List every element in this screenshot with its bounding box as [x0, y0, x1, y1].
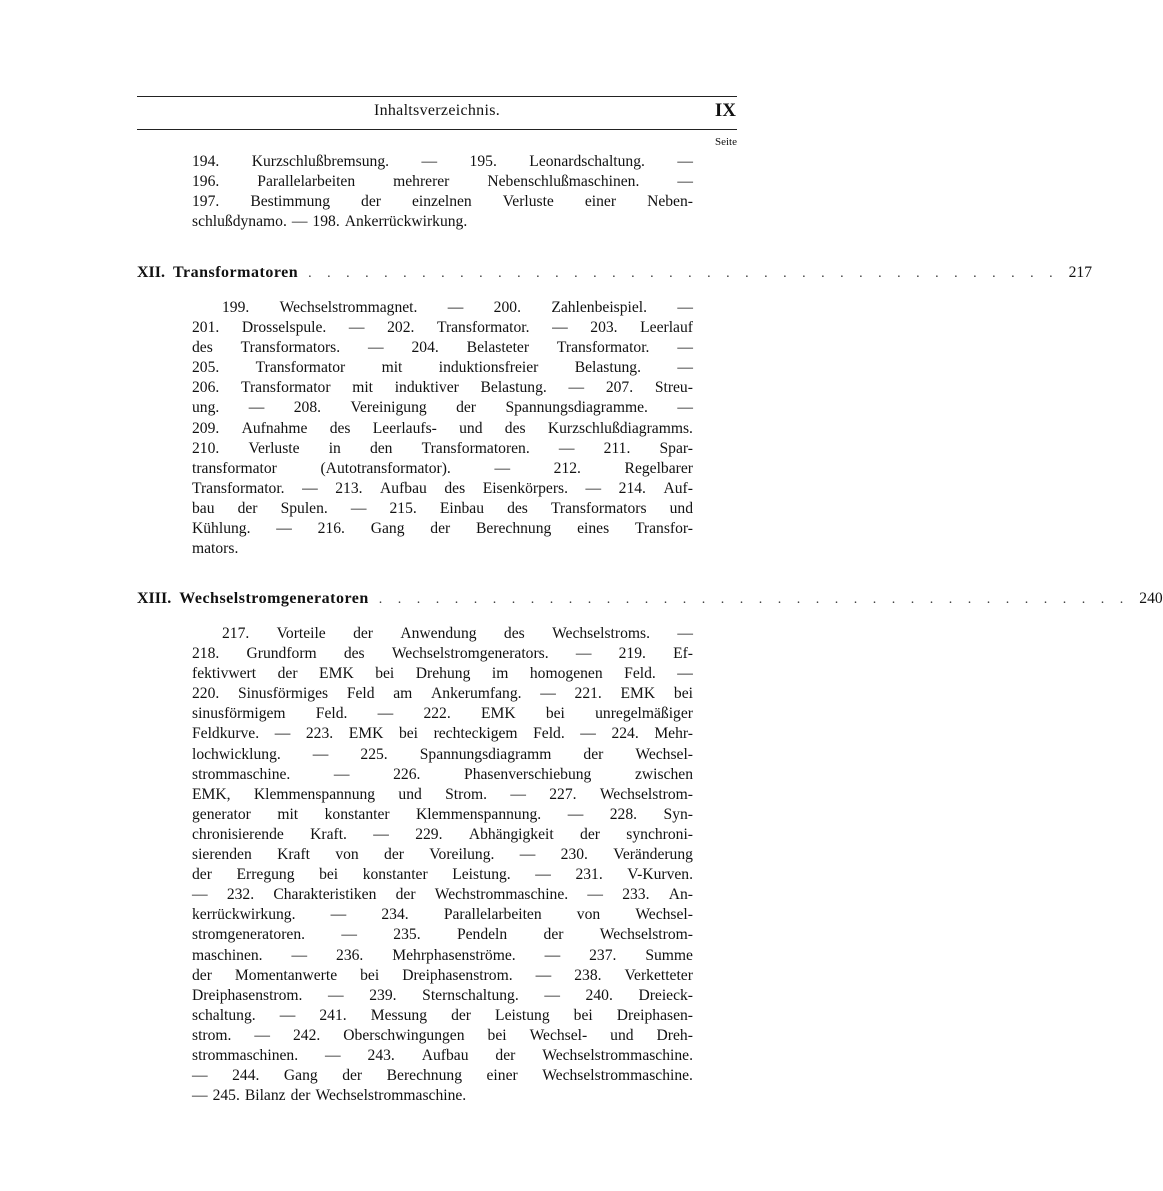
continued-paragraph — [192, 152, 693, 232]
text-line: sierenden Kraft von der Voreilung. — 230. Veränderung — [192, 846, 693, 864]
text-line: 220. Sinusförmiges Feld am Ankerumfang. — 221. EMK bei — [192, 685, 693, 703]
text-line: schaltung. — 241. Messung der Leistung bei Dreiphasen- — [192, 1006, 693, 1024]
text-line: transformator (Autotransformator). — 212. Regelbarer — [192, 459, 693, 477]
text-line: bau der Spulen. — 215. Einbau des Transformators und — [192, 499, 693, 517]
text-line: strommaschine. — 226. Phasenverschiebung zwischen — [192, 765, 693, 783]
text-line: 217. Vorteile der Anwendung des Wechselstroms. — — [222, 625, 693, 642]
text-line: 218. Grundform des Wechselstromgenerators. — 219. Ef- — [192, 645, 693, 663]
text-line: lochwicklung. — 225. Spannungsdiagramm der Wechsel- — [192, 745, 693, 763]
text-line: strommaschinen. — 243. Aufbau der Wechselstrommaschine. — [192, 1046, 693, 1064]
text-line: Feldkurve. — 223. EMK bei rechteckigem Feld. — 224. Mehr- — [192, 725, 693, 743]
text-line: 205. Transformator mit induktionsfreier Belastung. — — [192, 359, 693, 377]
section-page: 217 — [1068, 264, 1093, 281]
text-line: schlußdynamo. — 198. Ankerrückwirkung. — [192, 213, 468, 231]
section-xiii-contents — [192, 624, 693, 1106]
text-line: EMK, Klemmenspannung und Strom. — 227. Wechselstrom- — [192, 785, 693, 803]
text-line: kerrückwirkung. — 234. Parallelarbeiten von Wechsel- — [192, 906, 693, 924]
text-line: 209. Aufnahme des Leerlaufs- und des Kurzschlußdiagramms. — [192, 419, 693, 437]
leader-dots: . . . . . . . . . . . . . . . . . . . . . . . . . . . . . . . . . . . . . . . . — [378, 592, 1130, 607]
text-line: 210. Verluste in den Transformatoren. — 211. Spar- — [192, 439, 693, 457]
text-line: Dreiphasenstrom. — 239. Sternschaltung. — 240. Dreieck- — [192, 986, 693, 1004]
text-line: 194. Kurzschlußbremsung. — 195. Leonardschaltung. — — [192, 153, 693, 170]
text-line: 199. Wechselstrommagnet. — 200. Zahlenbeispiel. — — [222, 299, 693, 316]
text-line: Transformator. — 213. Aufbau des Eisenkörpers. — 214. Auf- — [192, 479, 693, 497]
section-xii-contents — [192, 298, 693, 559]
text-line: 201. Drosselspule. — 202. Transformator. — 203. Leerlauf — [192, 319, 693, 337]
section-title: Wechselstromgeneratoren — [179, 590, 369, 607]
section-page: 240 — [1139, 590, 1163, 607]
text-line: maschinen. — 236. Mehrphasenströme. — 237. Summe — [192, 946, 693, 964]
header-rule-bottom — [137, 129, 737, 130]
text-line: 206. Transformator mit induktiver Belastung. — 207. Streu- — [192, 379, 693, 397]
text-line: generator mit konstanter Klemmenspannung. — 228. Syn- — [192, 805, 693, 823]
text-line: — 232. Charakteristiken der Wechstrommaschine. — 233. An- — [192, 886, 693, 904]
running-head-page-number: IX — [714, 100, 736, 121]
text-line: stromgeneratoren. — 235. Pendeln der Wechselstrom- — [192, 926, 693, 944]
text-line: fektivwert der EMK bei Drehung im homogenen Feld. — — [192, 665, 693, 683]
column-label-seite: Seite — [715, 136, 737, 148]
text-line: — 245. Bilanz der Wechselstrommaschine. — [192, 1087, 467, 1105]
text-line: 196. Parallelarbeiten mehrerer Nebenschlußmaschinen. — — [192, 173, 693, 191]
text-line: der Momentanwerte bei Dreiphasenstrom. — 238. Verketteter — [192, 966, 693, 984]
section-title: Transformatoren — [173, 264, 299, 281]
text-line: Kühlung. — 216. Gang der Berechnung eines Transfor- — [192, 520, 693, 538]
text-line: chronisierende Kraft. — 229. Abhängigkeit der synchroni- — [192, 825, 693, 843]
text-line: 197. Bestimmung der einzelnen Verluste einer Neben- — [192, 193, 693, 211]
leader-dots: . . . . . . . . . . . . . . . . . . . . . . . . . . . . . . . . . . . . . . . . — [308, 266, 1059, 281]
header-rule-top — [137, 96, 737, 97]
section-number: XIII. — [137, 590, 172, 607]
text-line: — 244. Gang der Berechnung einer Wechselstrommaschine. — [192, 1067, 693, 1085]
text-line: des Transformators. — 204. Belasteter Transformator. — — [192, 339, 693, 357]
section-heading-xii — [137, 264, 1093, 286]
text-line: ung. — 208. Vereinigung der Spannungsdiagramme. — — [192, 399, 693, 417]
running-head-title: Inhaltsverzeichnis. — [373, 102, 501, 119]
text-line: sinusförmigem Feld. — 222. EMK bei unregelmäßiger — [192, 705, 693, 723]
text-line: strom. — 242. Oberschwingungen bei Wechsel- und Dreh- — [192, 1026, 693, 1044]
text-line: mators. — [192, 540, 239, 558]
section-number: XII. — [137, 264, 166, 281]
section-heading-xiii — [137, 590, 1163, 612]
text-line: der Erregung bei konstanter Leistung. — 231. V-Kurven. — [192, 866, 693, 884]
